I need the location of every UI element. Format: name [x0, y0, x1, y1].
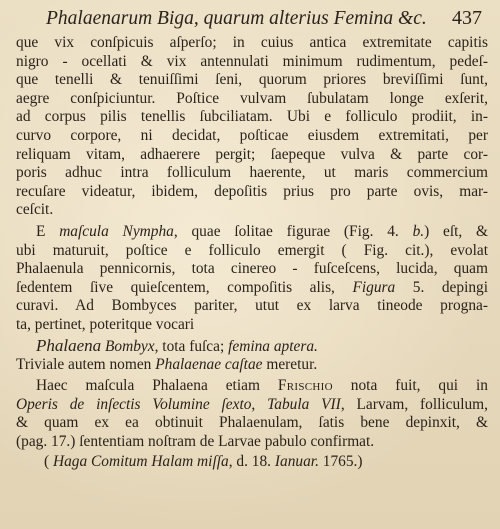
paragraph-continuation: [16, 34, 488, 220]
text-span: , tota fuſca;: [154, 337, 229, 355]
text-span: , d. 18.: [228, 453, 275, 471]
text-line: reliquam vitam, adhaerere pergit; ſaepeque vulva & parte cor-: [16, 145, 488, 163]
species-name-line: [16, 335, 488, 356]
text-line: Phalaenula pennicornis, tota cinereo - fuſceſcens, lucida, quam: [16, 260, 488, 278]
species-name: Bombyx: [105, 337, 155, 355]
running-title: Phalaenarum Biga, quarum alterius Femina &c.: [46, 8, 427, 29]
text-span: 5. depingi: [395, 278, 489, 296]
dateline: [16, 453, 488, 472]
text-line: que tenelli & tenuiſſimi ſeni, quorum priores breviſſimi ſunt,: [16, 71, 488, 89]
text-line: nigro - ocellati & vix antennulati minimum rudimentum, pedeſ-: [16, 52, 488, 70]
text-span: (: [44, 453, 53, 471]
text-span: Triviale autem nomen: [16, 355, 156, 373]
text-line: aegre conſpiciuntur. Poſtice vulvam ſubulatam longe exſerit,: [16, 89, 488, 107]
trivial-name: Phalaenae caſtae: [155, 355, 263, 373]
text-line: & quam ex ea obtinuit Phalaenulam, ſatis bene depinxit, &: [16, 414, 488, 432]
text-span: ſedentem ſive quieſcentem, compoſitis alis,: [16, 278, 353, 296]
paragraph-frisch: [16, 377, 488, 451]
text-line: curavi. Ad Bombyces pariter, utut ex larva tineode progna-: [16, 297, 488, 315]
figure-ref: Figura: [352, 278, 396, 296]
italic-term: femina aptera.: [228, 337, 318, 355]
text-line: recuſare videatur, ibidem, depoſitis prius pro parte ovis, mar-: [16, 182, 488, 200]
text-line: curvo corpore, ni decidat, poſticae eiusdem extremitati, per: [16, 126, 488, 144]
text-span: E: [36, 222, 60, 240]
text-line: (pag. 17.) ſententiam noſtram de Larvae pabulo confirmat.: [16, 432, 375, 450]
genus-name: Phalaena: [36, 335, 102, 355]
text-line: ta, pertinet, poteritque vocari: [16, 315, 195, 333]
text-span: Haec maſcula Phalaena etiam: [36, 377, 278, 395]
text-span: meretur.: [262, 355, 318, 373]
text-line: poris adhuc intra folliculum haerente, ut maris commercium: [16, 164, 488, 182]
text-line: [16, 279, 488, 298]
text-line: [16, 396, 488, 415]
text-span: , quae ſolitae figurae (Fig. 4.: [173, 222, 413, 240]
text-span: ,: [251, 395, 268, 413]
figure-ref: b.: [412, 222, 425, 240]
author-name: Frischio: [277, 377, 333, 395]
page-number: 437: [452, 7, 482, 29]
plate-ref: Tabula VII: [267, 395, 341, 413]
text-line: ad corpus pilis tenellis ſubciliatam. Ubi e folliculo prodiit, in-: [16, 108, 488, 126]
place-name: Haga Comitum Halam miſſa: [52, 453, 229, 471]
running-head: [16, 4, 488, 34]
text-span: ) eſt, &: [424, 222, 489, 240]
work-title: Operis de inſectis Volumine ſexto: [16, 395, 252, 413]
text-line: [16, 223, 488, 242]
italic-term: maſcula Nympha: [59, 222, 174, 240]
text-line: ubi maturuit, poſtice e folliculo emergit ( Fig. cit.), evolat: [16, 241, 488, 259]
text-line: [16, 377, 488, 396]
text-span: , Larvam, folliculum,: [340, 395, 489, 413]
text-span: 1765.): [318, 453, 363, 471]
text-line: ceſcit.: [16, 201, 54, 219]
text-line: que vix conſpicuis aſperſo; in cuius antica extremitate capitis: [16, 34, 488, 51]
paragraph-male-nymph: [16, 223, 488, 335]
text-span: nota fuit, qui in: [332, 377, 489, 395]
month-name: Ianuar.: [274, 453, 319, 471]
trivial-name-line: [16, 356, 488, 375]
